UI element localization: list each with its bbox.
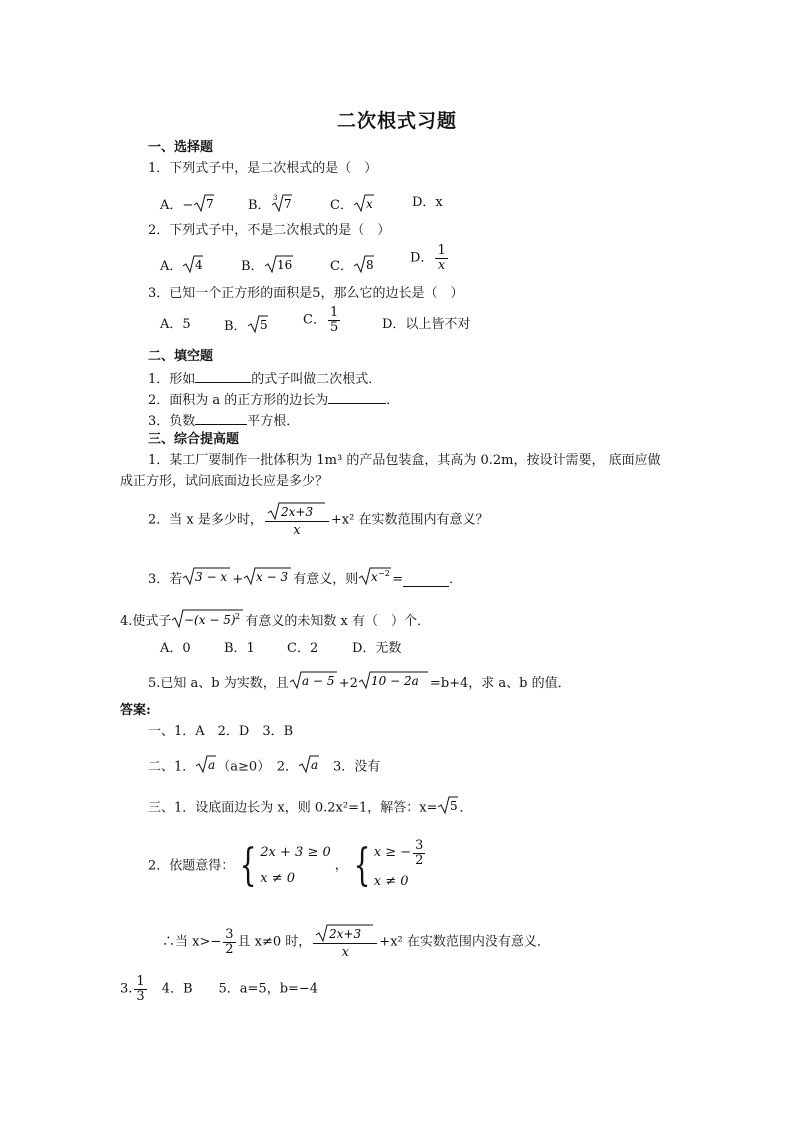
- svg-text:−(x − 5): −(x − 5): [184, 613, 236, 627]
- q2-option-a: [160, 254, 204, 279]
- comp-q1-line2: 成正方形，试问底面边长应是多少？: [120, 474, 329, 489]
- fill-q1: 1．形如 的式子叫做二次根式．: [148, 372, 382, 387]
- sqrt-3-minus-x: [182, 566, 232, 594]
- svg-text:2x+3: 2x+3: [280, 505, 313, 519]
- comp-q3-blank: [403, 574, 449, 587]
- svg-text:a: a: [310, 758, 319, 772]
- sqrt-x-minus-3: [243, 566, 293, 594]
- sqrt-7: [193, 193, 215, 218]
- q3-option-a: A．5: [160, 317, 191, 332]
- q1-option-c-label: C．: [330, 198, 353, 213]
- fraction-sqrt2x3-over-x-b: $\frac{2x+3}{x}$: [313, 923, 377, 962]
- section-heading-fill: 二、填空题: [148, 349, 214, 364]
- left-brace-1: {: [239, 840, 257, 892]
- fill-q2: 2．面积为 a 的正方形的边长为 ．: [148, 393, 400, 408]
- q3-stem: 3．已知一个正方形的面积是5，那么它的边长是（ ）: [148, 286, 464, 301]
- sqrt-neg-x-minus-5-squared: [171, 607, 245, 637]
- svg-text:x: x: [371, 570, 378, 584]
- fill-q3: 3．负数 平方根．: [148, 414, 300, 429]
- svg-text:8: 8: [365, 258, 374, 272]
- answer-section-1: 一、1．A 2．D 3．B: [148, 724, 294, 739]
- q2-option-a-label: A．: [160, 259, 183, 274]
- q1-a-rad: 7: [206, 197, 214, 211]
- comp-q4-option-d: D．无数: [352, 641, 402, 656]
- q3-option-b: [224, 314, 269, 339]
- svg-text:4: 4: [195, 258, 204, 272]
- q2-option-b: [241, 254, 294, 279]
- comp-q5: 5.已知 a、b 为实数，且 a − 5 +2 10 − 2a =b+4，求 a、b 的值．: [148, 670, 571, 698]
- q2-option-c-label: C．: [330, 259, 353, 274]
- fraction-1-over-5: $\frac{1}{5}$: [329, 305, 339, 335]
- answer-section-3-q2: 2．依题意得： { 2x + 3 ≥ 0 x ≠ 0 ， { x ≥ − $\frac{3}{2}$ x ≠ 0: [148, 838, 427, 895]
- svg-text:3: 3: [272, 194, 278, 202]
- svg-text:a − 5: a − 5: [301, 674, 335, 688]
- sqrt-x-pow-neg2: [358, 566, 392, 594]
- q1-option-b: [248, 193, 293, 218]
- svg-text:a: a: [208, 758, 216, 772]
- comp-q4: 4.使式子 −(x − 5) 2 有意义的未知数 x 有（ ）个．: [120, 607, 430, 637]
- q2-option-c: [330, 254, 375, 279]
- cube-root-7: [271, 193, 293, 218]
- fill-q2-blank: [328, 391, 386, 404]
- comp-q4-option-b: B．1: [224, 641, 255, 656]
- svg-text:2: 2: [235, 612, 241, 621]
- sqrt-16: [264, 254, 294, 279]
- answer-final-line: 3. $\frac{1}{3}$ 4．B 5．a=5，b=−4: [120, 974, 319, 1004]
- fraction-1-over-x: $\frac{1}{x}$: [437, 243, 446, 273]
- comp-q4-option-c: C．2: [287, 641, 319, 656]
- svg-text:−2: −2: [378, 569, 390, 578]
- fraction-3-over-2: $\frac{3}{2}$: [415, 837, 424, 868]
- inequality-system-2: x ≥ − $\frac{3}{2}$ x ≠ 0: [373, 837, 424, 889]
- q1-option-a: [160, 193, 215, 218]
- sqrt-a-1: [195, 754, 217, 781]
- fill-q1-blank: [195, 370, 251, 383]
- svg-text:x − 3: x − 3: [256, 570, 289, 584]
- q2-option-d: [410, 244, 450, 273]
- svg-text:5: 5: [259, 318, 268, 332]
- sqrt-5-answer: [437, 795, 459, 822]
- sqrt-4: [182, 254, 204, 279]
- page-title: 二次根式习题: [336, 110, 457, 132]
- svg-text:2x+3: 2x+3: [329, 927, 362, 941]
- fraction-sqrt2x3-over-x: $\frac{2x+3}{x}$: [265, 501, 329, 540]
- svg-text:7: 7: [283, 197, 292, 211]
- q3-option-c-label: C．: [303, 312, 326, 328]
- section-heading-comprehensive: 三、综合提高题: [148, 432, 240, 447]
- q1-option-b-label: B．: [248, 198, 271, 213]
- inequality-system-1: 2x + 3 ≥ 0 x ≠ 0: [260, 845, 331, 887]
- fraction-3-over-2-b: $\frac{3}{2}$: [225, 927, 234, 957]
- q2-option-b-label: B．: [241, 259, 264, 274]
- sqrt-2x-plus-3: [267, 501, 327, 521]
- q1-option-d: D．x: [412, 195, 443, 210]
- sqrt-5: [247, 314, 269, 339]
- sqrt-8: [353, 254, 375, 279]
- q1-option-a-label: A．−: [160, 198, 194, 213]
- fraction-1-over-3: $\frac{1}{3}$: [136, 974, 145, 1004]
- q1-option-c: [330, 193, 375, 218]
- sqrt-10-minus-2a: [358, 670, 430, 698]
- fill-q3-blank: [195, 412, 247, 425]
- comp-q3: 3．若 3 − x + x − 3 有意义，则 x −2 = ．: [148, 566, 462, 594]
- comp-q2: 2．当 x 是多少时， $\frac{2x+3}{x}$ +x² 在实数范围内有意义？: [148, 501, 488, 540]
- q3-option-b-label: B．: [224, 319, 247, 334]
- q3-option-c: [303, 306, 342, 335]
- section-heading-choice: 一、选择题: [148, 140, 214, 155]
- answers-heading: 答案:: [120, 703, 151, 718]
- svg-text:5: 5: [450, 799, 459, 813]
- sqrt-a-minus-5: [289, 670, 339, 698]
- svg-text:16: 16: [276, 258, 292, 272]
- svg-text:10 − 2a: 10 − 2a: [370, 674, 419, 688]
- answer-section-3-q1: 三、1．设底面边长为 x，则 0.2x²=1，解答：x= 5 ．: [148, 795, 473, 822]
- q1-stem: 1．下列式子中，是二次根式的是（ ）: [148, 161, 378, 176]
- sqrt-2x-plus-3-b: [315, 923, 375, 943]
- comp-q1-line1: 1．某工厂要制作一批体积为 1m³ 的产品包装盒，其高为 0.2m，按设计需要， 底面应做: [148, 453, 661, 468]
- left-brace-2: {: [353, 840, 371, 892]
- svg-text:3 − x: 3 − x: [195, 570, 228, 584]
- q3-option-d: D．以上皆不对: [382, 317, 471, 332]
- answer-section-2: 二、1． a （a≥0） 2． a 3．没有: [148, 754, 380, 781]
- svg-text:x: x: [365, 197, 373, 211]
- q2-option-d-label: D．: [410, 250, 434, 266]
- q2-stem: 2．下列式子中，不是二次根式的是（ ）: [148, 223, 391, 238]
- sqrt-a-2: [298, 754, 320, 781]
- comp-q4-option-a: A．0: [160, 641, 191, 656]
- sqrt-x: [353, 193, 375, 218]
- answer-section-3-conclusion: ∴当 x>− $\frac{3}{2}$ 且 x≠0 时， $\frac{2x+3}{x}$ +x² 在实数范围内没有意义．: [162, 923, 550, 962]
